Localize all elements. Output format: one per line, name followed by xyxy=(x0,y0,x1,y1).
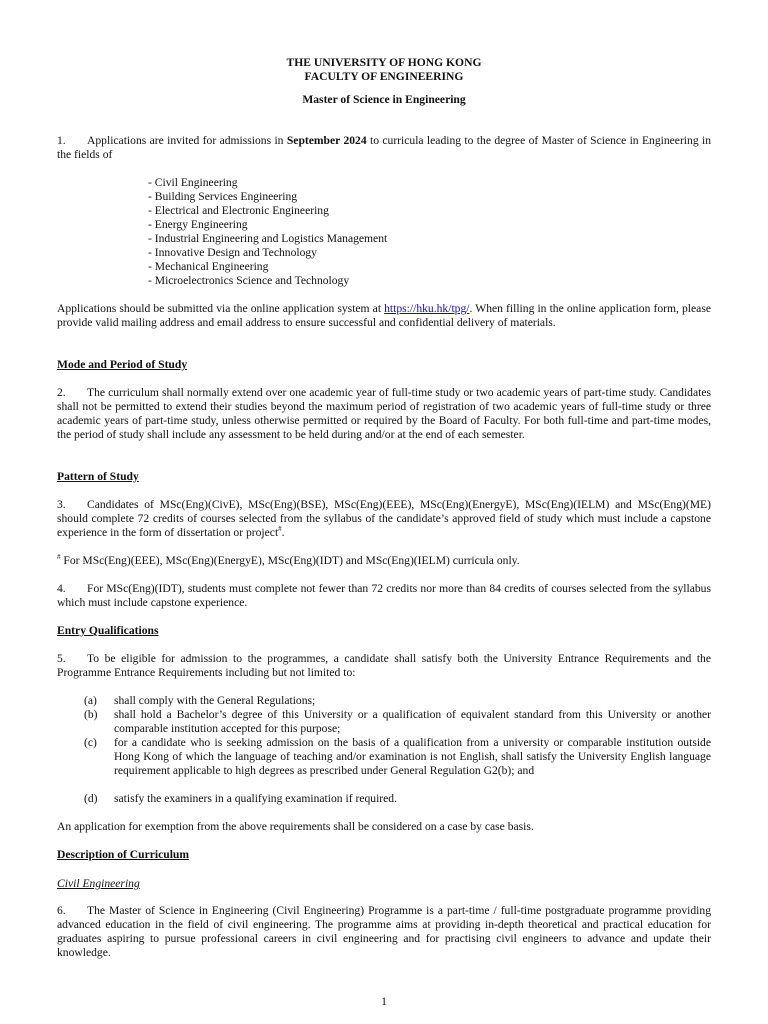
condition-text: satisfy the examiners in a qualifying examination if required. xyxy=(114,792,397,805)
field-item: - Microelectronics Science and Technology xyxy=(148,274,350,287)
paragraph-4 xyxy=(57,582,711,610)
field-item: - Electrical and Electronic Engineering xyxy=(148,204,329,217)
fields-list xyxy=(148,176,387,288)
application-paragraph xyxy=(57,302,711,330)
paragraph-number: 5. xyxy=(57,652,66,665)
paragraph-text: . When filling in the online application form, please provide valid mailing address and email address to ensure successful and confidential delivery of materials. xyxy=(57,302,711,329)
paragraph-2 xyxy=(57,386,711,442)
field-item: - Innovative Design and Technology xyxy=(148,246,317,259)
university-title: THE UNIVERSITY OF HONG KONG xyxy=(286,56,482,69)
page-number: 1 xyxy=(381,995,387,1008)
paragraph-text: Applications are invited for admissions in xyxy=(87,134,287,147)
paragraph-text: Candidates of MSc(Eng)(CivE), MSc(Eng)(BSE), MSc(Eng)(EEE), MSc(Eng)(EnergyE), MSc(Eng)(IELM) and MSc(Eng)(ME) should complete 72 credits of courses selected from the syllabus of the candidate’s approved field of study which must include a capstone experience in the form of dissertation or project xyxy=(57,498,711,539)
footnote-mark: # xyxy=(57,553,61,562)
intake-date: September 2024 xyxy=(286,134,367,147)
condition-label: (c) xyxy=(84,736,97,749)
paragraph-text: To be eligible for admission to the programmes, a candidate shall satisfy both the University Entrance Requirements and the Programme Entrance Requirements including but not limited to: xyxy=(57,652,711,679)
paragraph-1 xyxy=(57,134,711,162)
condition-label: (a) xyxy=(84,694,97,707)
faculty-title: FACULTY OF ENGINEERING xyxy=(304,70,464,83)
document-page xyxy=(57,0,711,1024)
programme-title: Master of Science in Engineering xyxy=(302,93,466,106)
section-heading-description: Description of Curriculum xyxy=(57,848,190,861)
footnote-mark: # xyxy=(278,525,282,534)
exemption-note: An application for exemption from the above requirements shall be considered on a case by case basis. xyxy=(57,820,534,833)
section-heading-mode: Mode and Period of Study xyxy=(57,358,188,371)
subheading-civil-engineering: Civil Engineering xyxy=(57,877,140,890)
paragraph-number: 1. xyxy=(57,134,66,147)
condition-label: (b) xyxy=(84,708,98,721)
section-heading-entry: Entry Qualifications xyxy=(57,624,159,637)
section-heading-pattern: Pattern of Study xyxy=(57,470,139,483)
condition-text: shall comply with the General Regulations; xyxy=(114,694,316,707)
condition-text: for a candidate who is seeking admission on the basis of a qualification from a university or comparable institution outside Hong Kong of which the language of teaching and/or examination is not English, shall satisfy the University English language requirement applicable to high degrees as prescribed under General Regulation G2(b); and xyxy=(114,736,711,777)
paragraph-6 xyxy=(57,904,711,960)
field-item: - Energy Engineering xyxy=(148,218,248,231)
paragraph-number: 6. xyxy=(57,904,66,917)
condition-text: shall hold a Bachelor’s degree of this University or a qualification of equivalent standard from this University or another comparable institution accepted for this purpose; xyxy=(114,708,711,735)
paragraph-text: For MSc(Eng)(IDT), students must complete not fewer than 72 credits nor more than 84 credits of courses selected from the syllabus which must include capstone experience. xyxy=(57,582,711,609)
footnote-text: For MSc(Eng)(EEE), MSc(Eng)(EnergyE), MSc(Eng)(IDT) and MSc(Eng)(IELM) curricula only. xyxy=(60,554,520,567)
paragraph-text: to curricula leading to the degree of Master of Science in Engineering in the fields of xyxy=(57,134,712,161)
paragraph-text: The Master of Science in Engineering (Civil Engineering) Programme is a part-time / full-time postgraduate programme providing advanced education in the field of civil engineering. The programme aims at providing in-depth theoretical and practical education for graduates aspiring to pursue professional careers in civil engineering and for practising civil engineers to advance and update their knowledge. xyxy=(57,904,711,959)
field-item: - Industrial Engineering and Logistics Management xyxy=(148,232,388,245)
paragraph-number: 4. xyxy=(57,582,66,595)
footnote xyxy=(57,554,711,568)
paragraph-5 xyxy=(57,652,711,680)
field-item: - Civil Engineering xyxy=(148,176,238,189)
paragraph-number: 3. xyxy=(57,498,66,511)
field-item: - Mechanical Engineering xyxy=(148,260,269,273)
condition-label: (d) xyxy=(84,792,98,805)
paragraph-text: The curriculum shall normally extend over one academic year of full-time study or two academic years of part-time study. Candidates shall not be permitted to extend their studies beyond the maximum period of registration of two academic years of full-time study or three academic years of part-time study, unless otherwise permitted or required by the Board of Faculty. For both full-time and part-time modes, the period of study shall include any assessment to be held during and/or at the end of each semester. xyxy=(57,386,711,441)
paragraph-text: Applications should be submitted via the online application system at xyxy=(57,302,385,315)
application-link[interactable]: https://hku.hk/tpg/ xyxy=(384,302,470,315)
paragraph-number: 2. xyxy=(57,386,66,399)
field-item: - Building Services Engineering xyxy=(148,190,298,203)
paragraph-3: 3. Candidates of MSc(Eng)(CivE), MSc(Eng)(BSE), MSc(Eng)(EEE), MSc(Eng)(EnergyE), MSc(Eng)(IELM) and MSc(Eng)(ME) should complete 72 credits of courses selected from the syllabus of the candidate’s approved field of study which must include a capstone experience in the form of dissertation or project#. xyxy=(57,498,711,539)
